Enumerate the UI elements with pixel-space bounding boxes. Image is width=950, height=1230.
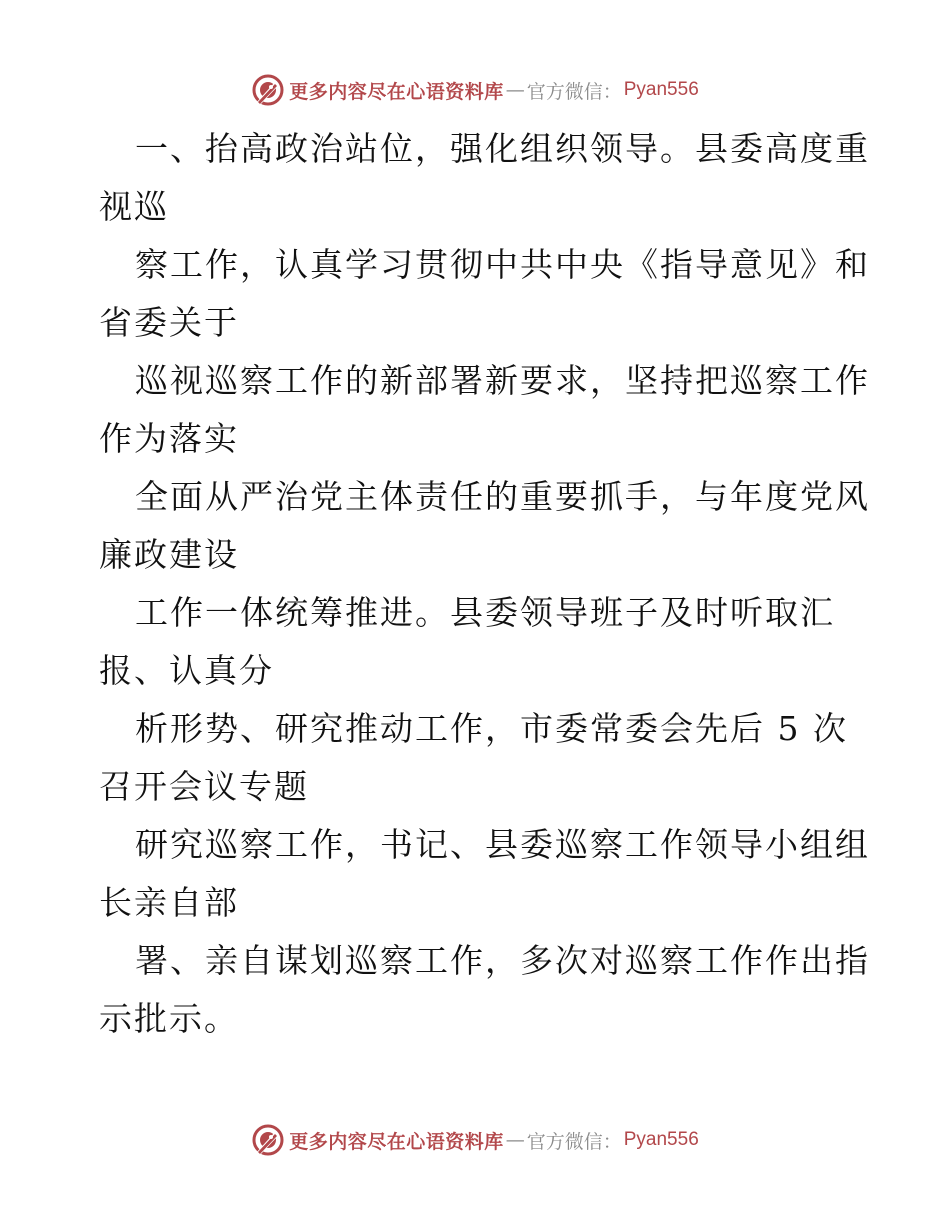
header-banner xyxy=(0,70,950,110)
body-line: 巡视巡察工作的新部署新要求，坚持把巡察工作 xyxy=(135,361,870,400)
body-line: 全面从严治党主体责任的重要抓手，与年度党风 xyxy=(135,477,870,516)
footer-banner-lead: 更多内容尽在心语资料库 xyxy=(289,1130,504,1153)
pen-circle-logo-icon xyxy=(251,73,285,107)
body-line: 作为落实 xyxy=(99,419,239,458)
body-line: 召开会议专题 xyxy=(99,767,309,806)
header-banner-wechat-id: Pyan556 xyxy=(623,79,699,100)
header-banner-dash: — xyxy=(505,79,525,101)
document-body xyxy=(99,120,870,1048)
footer-banner-wechat-id: Pyan556 xyxy=(623,1129,699,1150)
footer-banner-label: 官方微信： xyxy=(526,1130,622,1153)
body-line: 察工作，认真学习贯彻中共中央《指导意见》和 xyxy=(135,245,870,284)
body-line: 示批示。 xyxy=(99,999,239,1038)
body-line: 廉政建设 xyxy=(99,535,239,574)
footer-banner-dash: — xyxy=(505,1129,525,1151)
body-line: 署、亲自谋划巡察工作，多次对巡察工作作出指 xyxy=(135,941,870,980)
header-banner-lead: 更多内容尽在心语资料库 xyxy=(289,80,504,103)
body-line: 析形势、研究推动工作，市委常委会先后 5 次 xyxy=(135,709,848,748)
pen-circle-logo-icon xyxy=(251,1123,285,1157)
footer-banner xyxy=(0,1120,950,1160)
header-banner-label: 官方微信： xyxy=(526,80,622,103)
body-line: 工作一体统筹推进。县委领导班子及时听取汇 xyxy=(135,593,835,632)
body-line: 省委关于 xyxy=(99,303,239,342)
body-line: 视巡 xyxy=(99,187,169,226)
body-line: 长亲自部 xyxy=(99,883,239,922)
body-line: 报、认真分 xyxy=(99,651,274,690)
body-line: 一、抬高政治站位，强化组织领导。县委高度重 xyxy=(135,129,870,168)
body-line: 研究巡察工作，书记、县委巡察工作领导小组组 xyxy=(135,825,870,864)
